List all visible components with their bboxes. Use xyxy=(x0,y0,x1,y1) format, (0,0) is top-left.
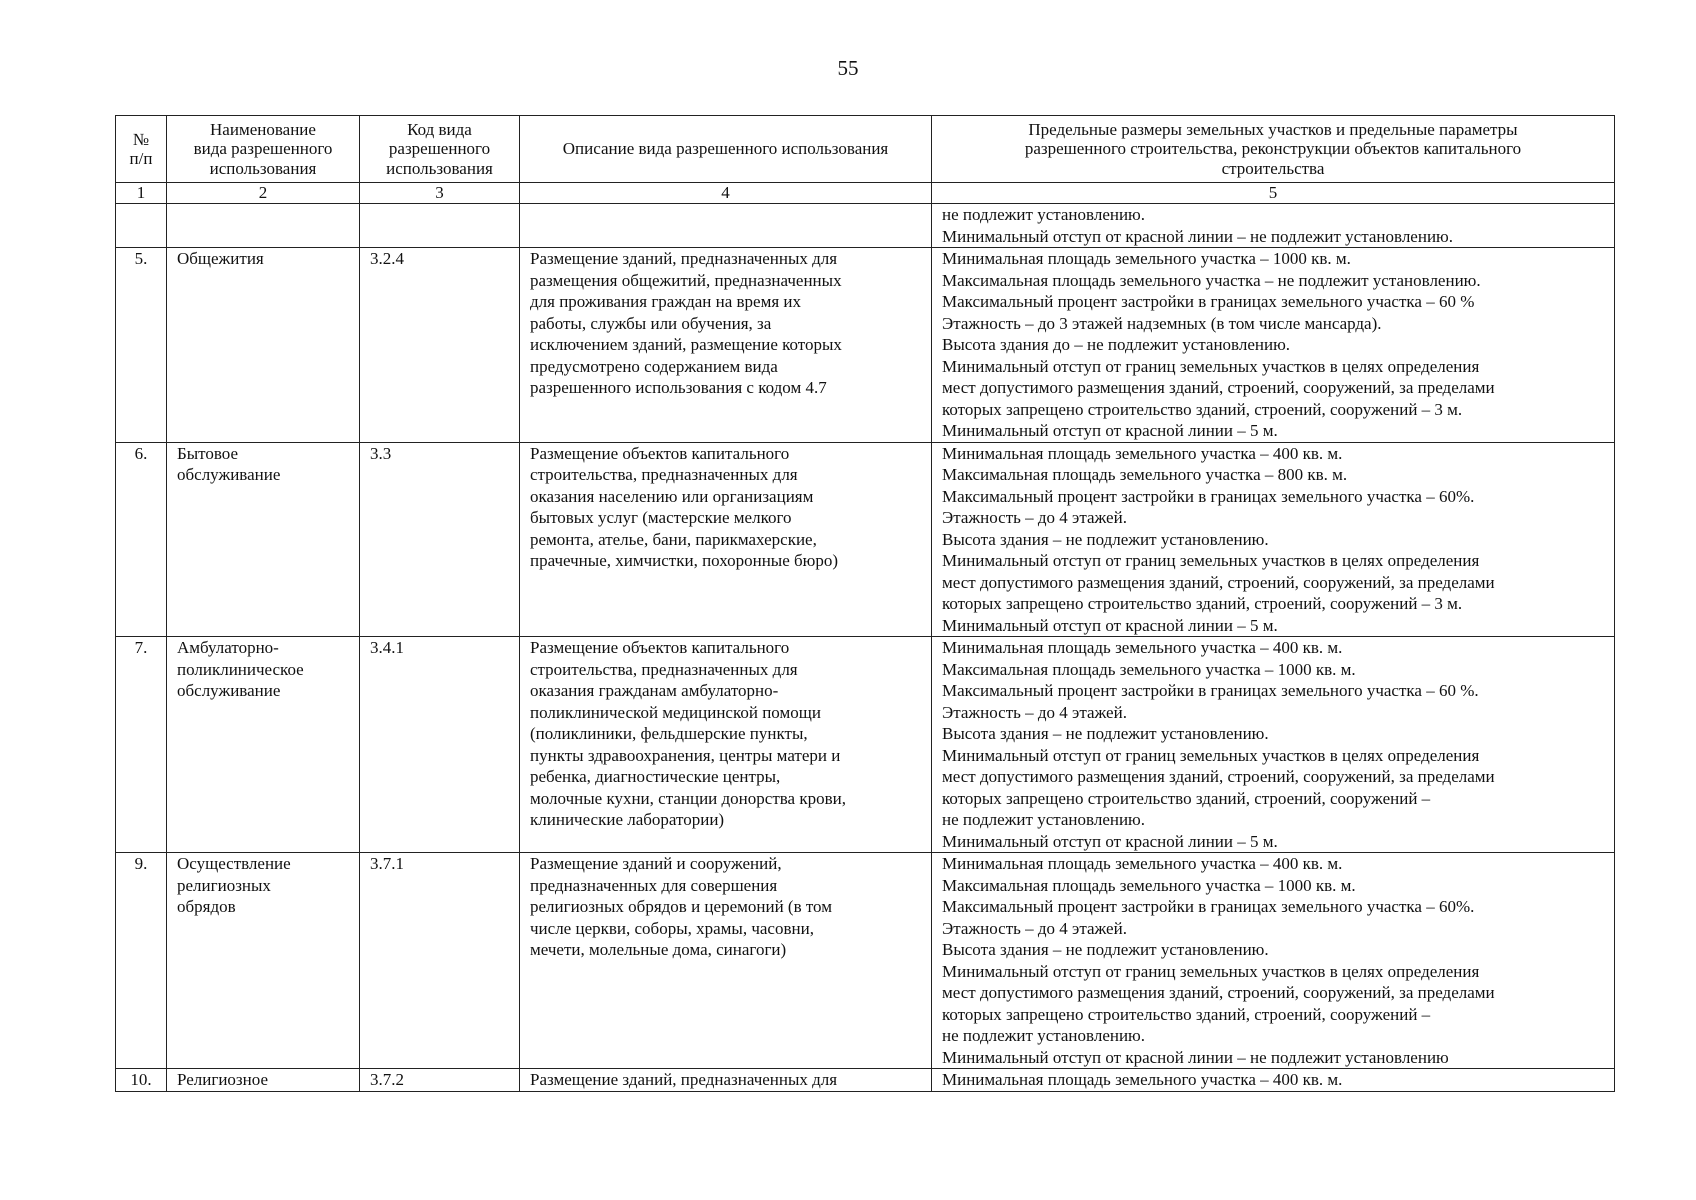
row-number: 6. xyxy=(116,442,167,637)
cell-line: молочные кухни, станции донорства крови, xyxy=(530,788,846,808)
cell-line: Минимальный отступ от границ земельных участков в целях определения xyxy=(942,551,1480,570)
header-line: Предельные размеры земельных участков и предельные параметры xyxy=(1028,119,1518,139)
cell-line: Этажность – до 4 этажей. xyxy=(942,702,1127,722)
cell-line: Размещение зданий, предназначенных для xyxy=(530,1070,838,1089)
cell-line: исключением зданий, размещение которых xyxy=(530,335,842,354)
column-number-row xyxy=(116,183,1615,204)
cell-line: Минимальный отступ от границ земельных участков в целях определения xyxy=(942,356,1480,376)
cell-line: Минимальная площадь земельного участка – 400 кв. м. xyxy=(942,443,1343,463)
cell-line: Минимальная площадь земельного участка – 400 кв. м. xyxy=(942,854,1343,873)
table-header-row xyxy=(116,116,1615,183)
cell-line: Максимальный процент застройки в границах земельного участка – 60 % xyxy=(942,292,1475,311)
table-row xyxy=(116,204,1615,248)
cell-line: Общежития xyxy=(177,249,264,268)
table-row xyxy=(116,442,1615,637)
row-number: 10. xyxy=(116,1069,167,1092)
use-parameters xyxy=(932,248,1615,443)
cell-line: ребенка, диагностические центры, xyxy=(530,767,781,786)
cell-line: Максимальная площадь земельного участка – 1000 кв. м. xyxy=(942,659,1356,679)
use-name xyxy=(167,248,360,443)
use-parameters xyxy=(932,853,1615,1069)
cell-line: Высота здания – не подлежит установлению. xyxy=(942,940,1269,959)
header-line: использования xyxy=(386,158,493,178)
cell-line: Минимальный отступ от границ земельных участков в целях определения xyxy=(942,745,1480,765)
cell-line: Минимальный отступ от красной линии – 5 м. xyxy=(942,831,1278,851)
header-line: вида разрешенного xyxy=(193,139,333,159)
use-code: 3.3 xyxy=(360,442,520,637)
table-row xyxy=(116,1069,1615,1092)
header-line: разрешенного строительства, реконструкции объектов капитального xyxy=(1024,139,1522,159)
header-line: Наименование xyxy=(210,119,316,139)
cell-line: разрешенного использования с кодом 4.7 xyxy=(530,378,827,397)
cell-line: мест допустимого размещения зданий, строений, сооружений, за пределами xyxy=(942,983,1495,1002)
header-line: Код вида xyxy=(407,119,472,139)
cell-line: предусмотрено содержанием вида xyxy=(530,356,778,376)
cell-line: Минимальный отступ от красной линии – не подлежит установлению. xyxy=(942,226,1453,246)
header-code xyxy=(360,116,520,183)
use-description xyxy=(520,204,932,248)
use-name xyxy=(167,1069,360,1092)
cell-line: бытовых услуг (мастерские мелкого xyxy=(530,508,792,527)
cell-line: предназначенных для совершения xyxy=(530,875,778,895)
cell-line: которых запрещено строительство зданий, строений, сооружений – 3 м. xyxy=(942,594,1463,613)
page-number: 55 xyxy=(837,56,859,80)
table-body xyxy=(116,204,1615,1092)
column-number: 5 xyxy=(932,183,1615,204)
header-num xyxy=(116,116,167,183)
use-description xyxy=(520,248,932,443)
use-name xyxy=(167,853,360,1069)
cell-line: обслуживание xyxy=(177,465,281,484)
row-number: 5. xyxy=(116,248,167,443)
cell-line: Максимальный процент застройки в границах земельного участка – 60%. xyxy=(942,897,1475,916)
header-line: использования xyxy=(209,158,317,178)
row-number: 7. xyxy=(116,637,167,853)
cell-line: не подлежит установлению. xyxy=(942,810,1146,829)
cell-line: для проживания граждан на время их xyxy=(530,292,802,311)
header-line: строительства xyxy=(1221,158,1325,178)
cell-line: обслуживание xyxy=(177,681,281,700)
cell-line: Минимальный отступ от красной линии – 5 м. xyxy=(942,421,1278,440)
cell-line: Максимальный процент застройки в границах земельного участка – 60%. xyxy=(942,486,1475,506)
cell-line: не подлежит установлению. xyxy=(942,205,1146,224)
header-line: Описание вида разрешенного использования xyxy=(562,139,889,159)
cell-line: Этажность – до 4 этажей. xyxy=(942,918,1127,938)
use-description xyxy=(520,853,932,1069)
cell-line: Этажность – до 3 этажей надземных (в том числе мансарда). xyxy=(942,313,1382,333)
cell-line: Минимальный отступ от границ земельных участков в целях определения xyxy=(942,961,1480,981)
column-number: 1 xyxy=(116,183,167,204)
cell-line: Минимальный отступ от красной линии – 5 м. xyxy=(942,615,1278,635)
use-description xyxy=(520,1069,932,1092)
cell-line: оказания гражданам амбулаторно- xyxy=(530,681,779,700)
cell-line: Максимальная площадь земельного участка – 1000 кв. м. xyxy=(942,875,1356,895)
cell-line: которых запрещено строительство зданий, строений, сооружений – xyxy=(942,1004,1431,1024)
cell-line: числе церкви, соборы, храмы, часовни, xyxy=(530,918,814,938)
use-name xyxy=(167,637,360,853)
use-parameters xyxy=(932,442,1615,637)
cell-line: Размещение объектов капитального xyxy=(530,443,790,463)
cell-line: религиозных xyxy=(177,875,271,895)
use-description xyxy=(520,637,932,853)
land-use-table xyxy=(115,115,1615,1092)
cell-line: Размещение объектов капитального xyxy=(530,638,790,657)
cell-line: которых запрещено строительство зданий, строений, сооружений – 3 м. xyxy=(942,399,1463,419)
column-number: 2 xyxy=(167,183,360,204)
cell-line: Размещение зданий и сооружений, xyxy=(530,854,782,873)
use-parameters xyxy=(932,1069,1615,1092)
cell-line: Минимальный отступ от красной линии – не подлежит установлению xyxy=(942,1047,1449,1067)
cell-line: Высота здания – не подлежит установлению. xyxy=(942,724,1269,743)
use-name xyxy=(167,204,360,248)
cell-line: оказания населению или организациям xyxy=(530,486,814,506)
cell-line: Максимальная площадь земельного участка – 800 кв. м. xyxy=(942,465,1348,484)
cell-line: поликлиническое xyxy=(177,659,304,679)
table-row xyxy=(116,853,1615,1069)
use-parameters xyxy=(932,204,1615,248)
table-row xyxy=(116,637,1615,853)
cell-line: Максимальная площадь земельного участка – не подлежит установлению. xyxy=(942,270,1481,290)
use-code xyxy=(360,204,520,248)
header-line: № xyxy=(132,129,150,149)
cell-line: религиозных обрядов и церемоний (в том xyxy=(530,897,832,916)
header-description xyxy=(520,116,932,183)
cell-line: Минимальная площадь земельного участка – 1000 кв. м. xyxy=(942,249,1351,268)
cell-line: пункты здравоохранения, центры матери и xyxy=(530,745,841,765)
cell-line: Религиозное xyxy=(177,1070,268,1089)
cell-line: не подлежит установлению. xyxy=(942,1026,1146,1045)
cell-line: Минимальная площадь земельного участка – 400 кв. м. xyxy=(942,1070,1343,1089)
cell-line: клинические лаборатории) xyxy=(530,810,725,829)
use-code: 3.7.2 xyxy=(360,1069,520,1092)
use-name xyxy=(167,442,360,637)
cell-line: мест допустимого размещения зданий, строений, сооружений, за пределами xyxy=(942,378,1495,397)
use-parameters xyxy=(932,637,1615,853)
use-description xyxy=(520,442,932,637)
cell-line: обрядов xyxy=(177,897,236,916)
cell-line: поликлинической медицинской помощи xyxy=(530,702,821,722)
row-number: 9. xyxy=(116,853,167,1069)
cell-line: Бытовое xyxy=(177,443,239,463)
cell-line: мест допустимого размещения зданий, строений, сооружений, за пределами xyxy=(942,767,1495,786)
use-code: 3.2.4 xyxy=(360,248,520,443)
cell-line: Этажность – до 4 этажей. xyxy=(942,508,1127,527)
cell-line: прачечные, химчистки, похоронные бюро) xyxy=(530,551,839,570)
header-line: разрешенного xyxy=(388,139,491,159)
cell-line: ремонта, ателье, бани, парикмахерские, xyxy=(530,529,817,549)
table-row xyxy=(116,248,1615,443)
row-number xyxy=(116,204,167,248)
cell-line: строительства, предназначенных для xyxy=(530,465,798,484)
column-number: 4 xyxy=(520,183,932,204)
cell-line: Амбулаторно- xyxy=(177,638,279,657)
cell-line: Высота здания до – не подлежит установлению. xyxy=(942,335,1291,354)
cell-line: мест допустимого размещения зданий, строений, сооружений, за пределами xyxy=(942,572,1495,592)
use-code: 3.4.1 xyxy=(360,637,520,853)
cell-line: строительства, предназначенных для xyxy=(530,659,798,679)
cell-line: Осуществление xyxy=(177,854,291,873)
cell-line: Высота здания – не подлежит установлению. xyxy=(942,529,1269,549)
header-parameters xyxy=(932,116,1615,183)
cell-line: размещения общежитий, предназначенных xyxy=(530,270,842,290)
cell-line: Размещение зданий, предназначенных для xyxy=(530,249,838,268)
header-name xyxy=(167,116,360,183)
cell-line: Минимальная площадь земельного участка – 400 кв. м. xyxy=(942,638,1343,657)
cell-line: Максимальный процент застройки в границах земельного участка – 60 %. xyxy=(942,681,1479,700)
column-number: 3 xyxy=(360,183,520,204)
header-line: п/п xyxy=(129,149,153,168)
use-code: 3.7.1 xyxy=(360,853,520,1069)
cell-line: которых запрещено строительство зданий, строений, сооружений – xyxy=(942,788,1431,808)
cell-line: (поликлиники, фельдшерские пункты, xyxy=(530,724,808,743)
cell-line: мечети, молельные дома, синагоги) xyxy=(530,940,787,959)
cell-line: работы, службы или обучения, за xyxy=(530,313,772,333)
